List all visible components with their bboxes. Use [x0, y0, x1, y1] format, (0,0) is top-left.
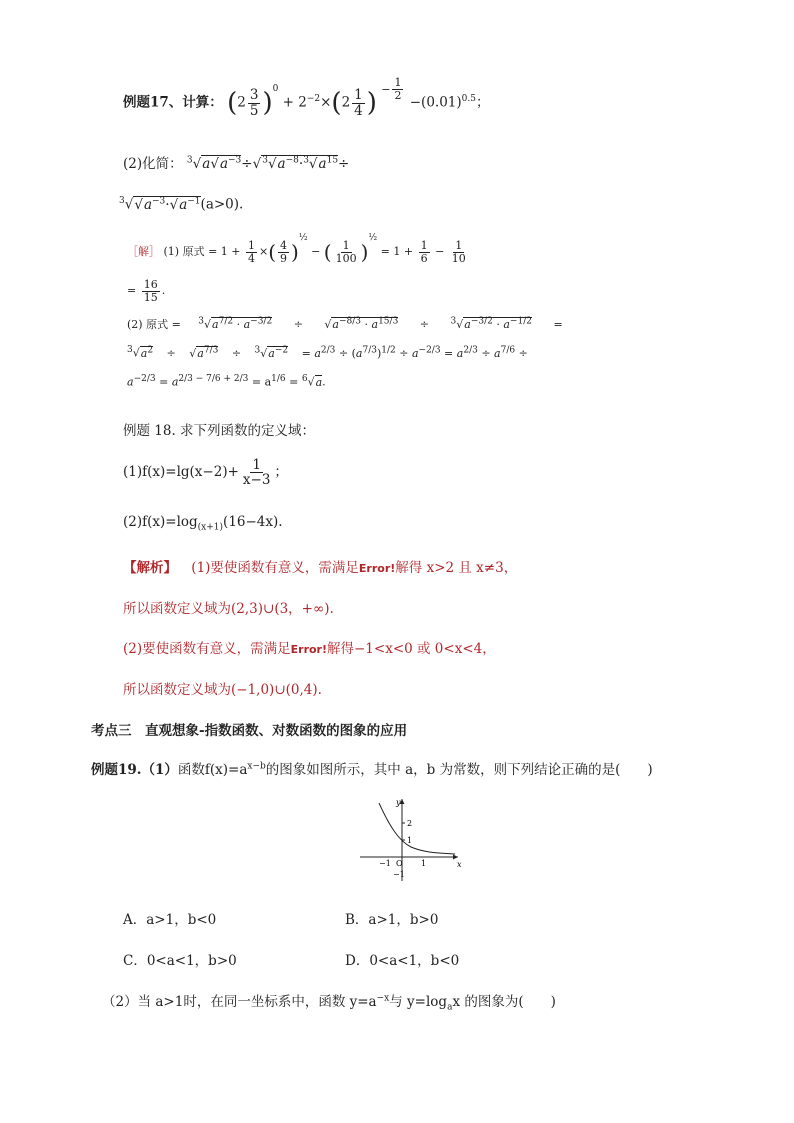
solution-tag: ［解］	[127, 245, 160, 259]
example-18-f2: $(2)f(x)=\log_{(x+1)}(16-4x)$.	[123, 514, 283, 533]
solution-18-line4: 所以函数定义域为(−1,0)∪(0,4).	[123, 682, 322, 698]
tick-y1: 1	[407, 836, 413, 845]
solution-17-line1: ［解］ (1) 原式 = 1 + $\frac{1}{4}$ ×( $\frac{4}{9}$ )$^{\frac{1}{2}}$ − ( $\frac{1}{100}$ )$^{\frac{1}{2}}$ = 1 + $\frac{1}{6}$ − $\frac{1}{10}$	[127, 233, 466, 265]
solution-18-line3: (2)要使函数有意义，需满足Error!解得−1<x<0 或 0<x<4，	[123, 641, 496, 657]
example-17-line3: $^3√√a^{-3}\cdot√a^{-1}(a>0)$.	[119, 196, 244, 213]
solution-17-line5: $a^{-2/3} = a^{2/3 - 7/6 + 2/3} = a^{1/6} = ^6√a$.	[127, 374, 326, 389]
option-d: D．0<a<1，b<0	[345, 953, 460, 969]
solution-17-line3: (2) 原式 = $^3√a^{7/2} \cdot a^{-3/2} \div √a^{-8/3} \cdot a^{15/3} \div ^3√a^{-3/2} \cdot a^{-1/2}$ =	[127, 316, 563, 331]
x-axis-arrow	[453, 855, 458, 860]
example-18-f1: (1)f(x)=lg(x−2)+ $\frac{1}{x-3}$ ；	[123, 457, 288, 489]
y-label: y	[396, 798, 401, 807]
option-a: A．a>1，b<0	[123, 912, 217, 928]
origin: O	[396, 859, 403, 868]
example-19-question: 例题19.（1）函数$f(x)=a^{x-b}$的图象如图所示，其中 a，b 为常数，则下列结论正确的是( )	[91, 761, 653, 778]
tick-y2: 2	[407, 819, 413, 828]
option-b: B．a>1，b>0	[345, 912, 439, 928]
tick-x1: 1	[421, 859, 427, 868]
exponential-graph	[355, 795, 465, 885]
solution-18-line2: 所以函数定义域为(2,3)∪(3，+∞).	[123, 601, 334, 617]
example-17-label: 例题17、计算：	[123, 94, 223, 111]
option-c: C．0<a<1，b>0	[123, 953, 237, 969]
solution-17-line4: $^3√a^2 \div √a^{7/3} \div ^3√a^{-2} = a^{2/3} \div (a^{7/3})^{1/2} \div a^{-2/3} = a^{2/3} \div a^{7/6}$ ÷	[127, 345, 528, 360]
tick-y-neg1: −1	[393, 870, 405, 879]
example-17-line2: (2)化简： $^3√a√a^{-3}\div√^3√a^{-8}\cdot^3√a^{15}\div$	[123, 155, 350, 172]
tick-x-neg1: −1	[379, 859, 391, 868]
example-18-title: 例题 18. 求下列函数的定义域：	[123, 423, 316, 439]
section-heading: 考点三 直观想象-指数函数、对数函数的图象的应用	[91, 723, 408, 739]
example-17-line1: 例题17、计算： (2 $\frac{3}{5}$ )$^0 + 2^{-2}\times(2$ $\frac{1}{4}$ ) $^{- \frac{1}{2}}$ $-(0.01)^{0.5}$；	[123, 76, 490, 119]
example-19-part2: （2）当 a>1时，在同一坐标系中，函数 $y=a^{-x}$与 $y=\log_ax$ 的图象为( )	[102, 993, 556, 1013]
solution-17-line2: = $\frac{16}{15}$ .	[127, 278, 166, 304]
x-label: x	[457, 860, 462, 869]
curve	[379, 803, 455, 854]
solution-18-line1: 【解析】 (1)要使函数有意义，需满足Error!解得 x>2 且 x≠3，	[123, 560, 518, 576]
